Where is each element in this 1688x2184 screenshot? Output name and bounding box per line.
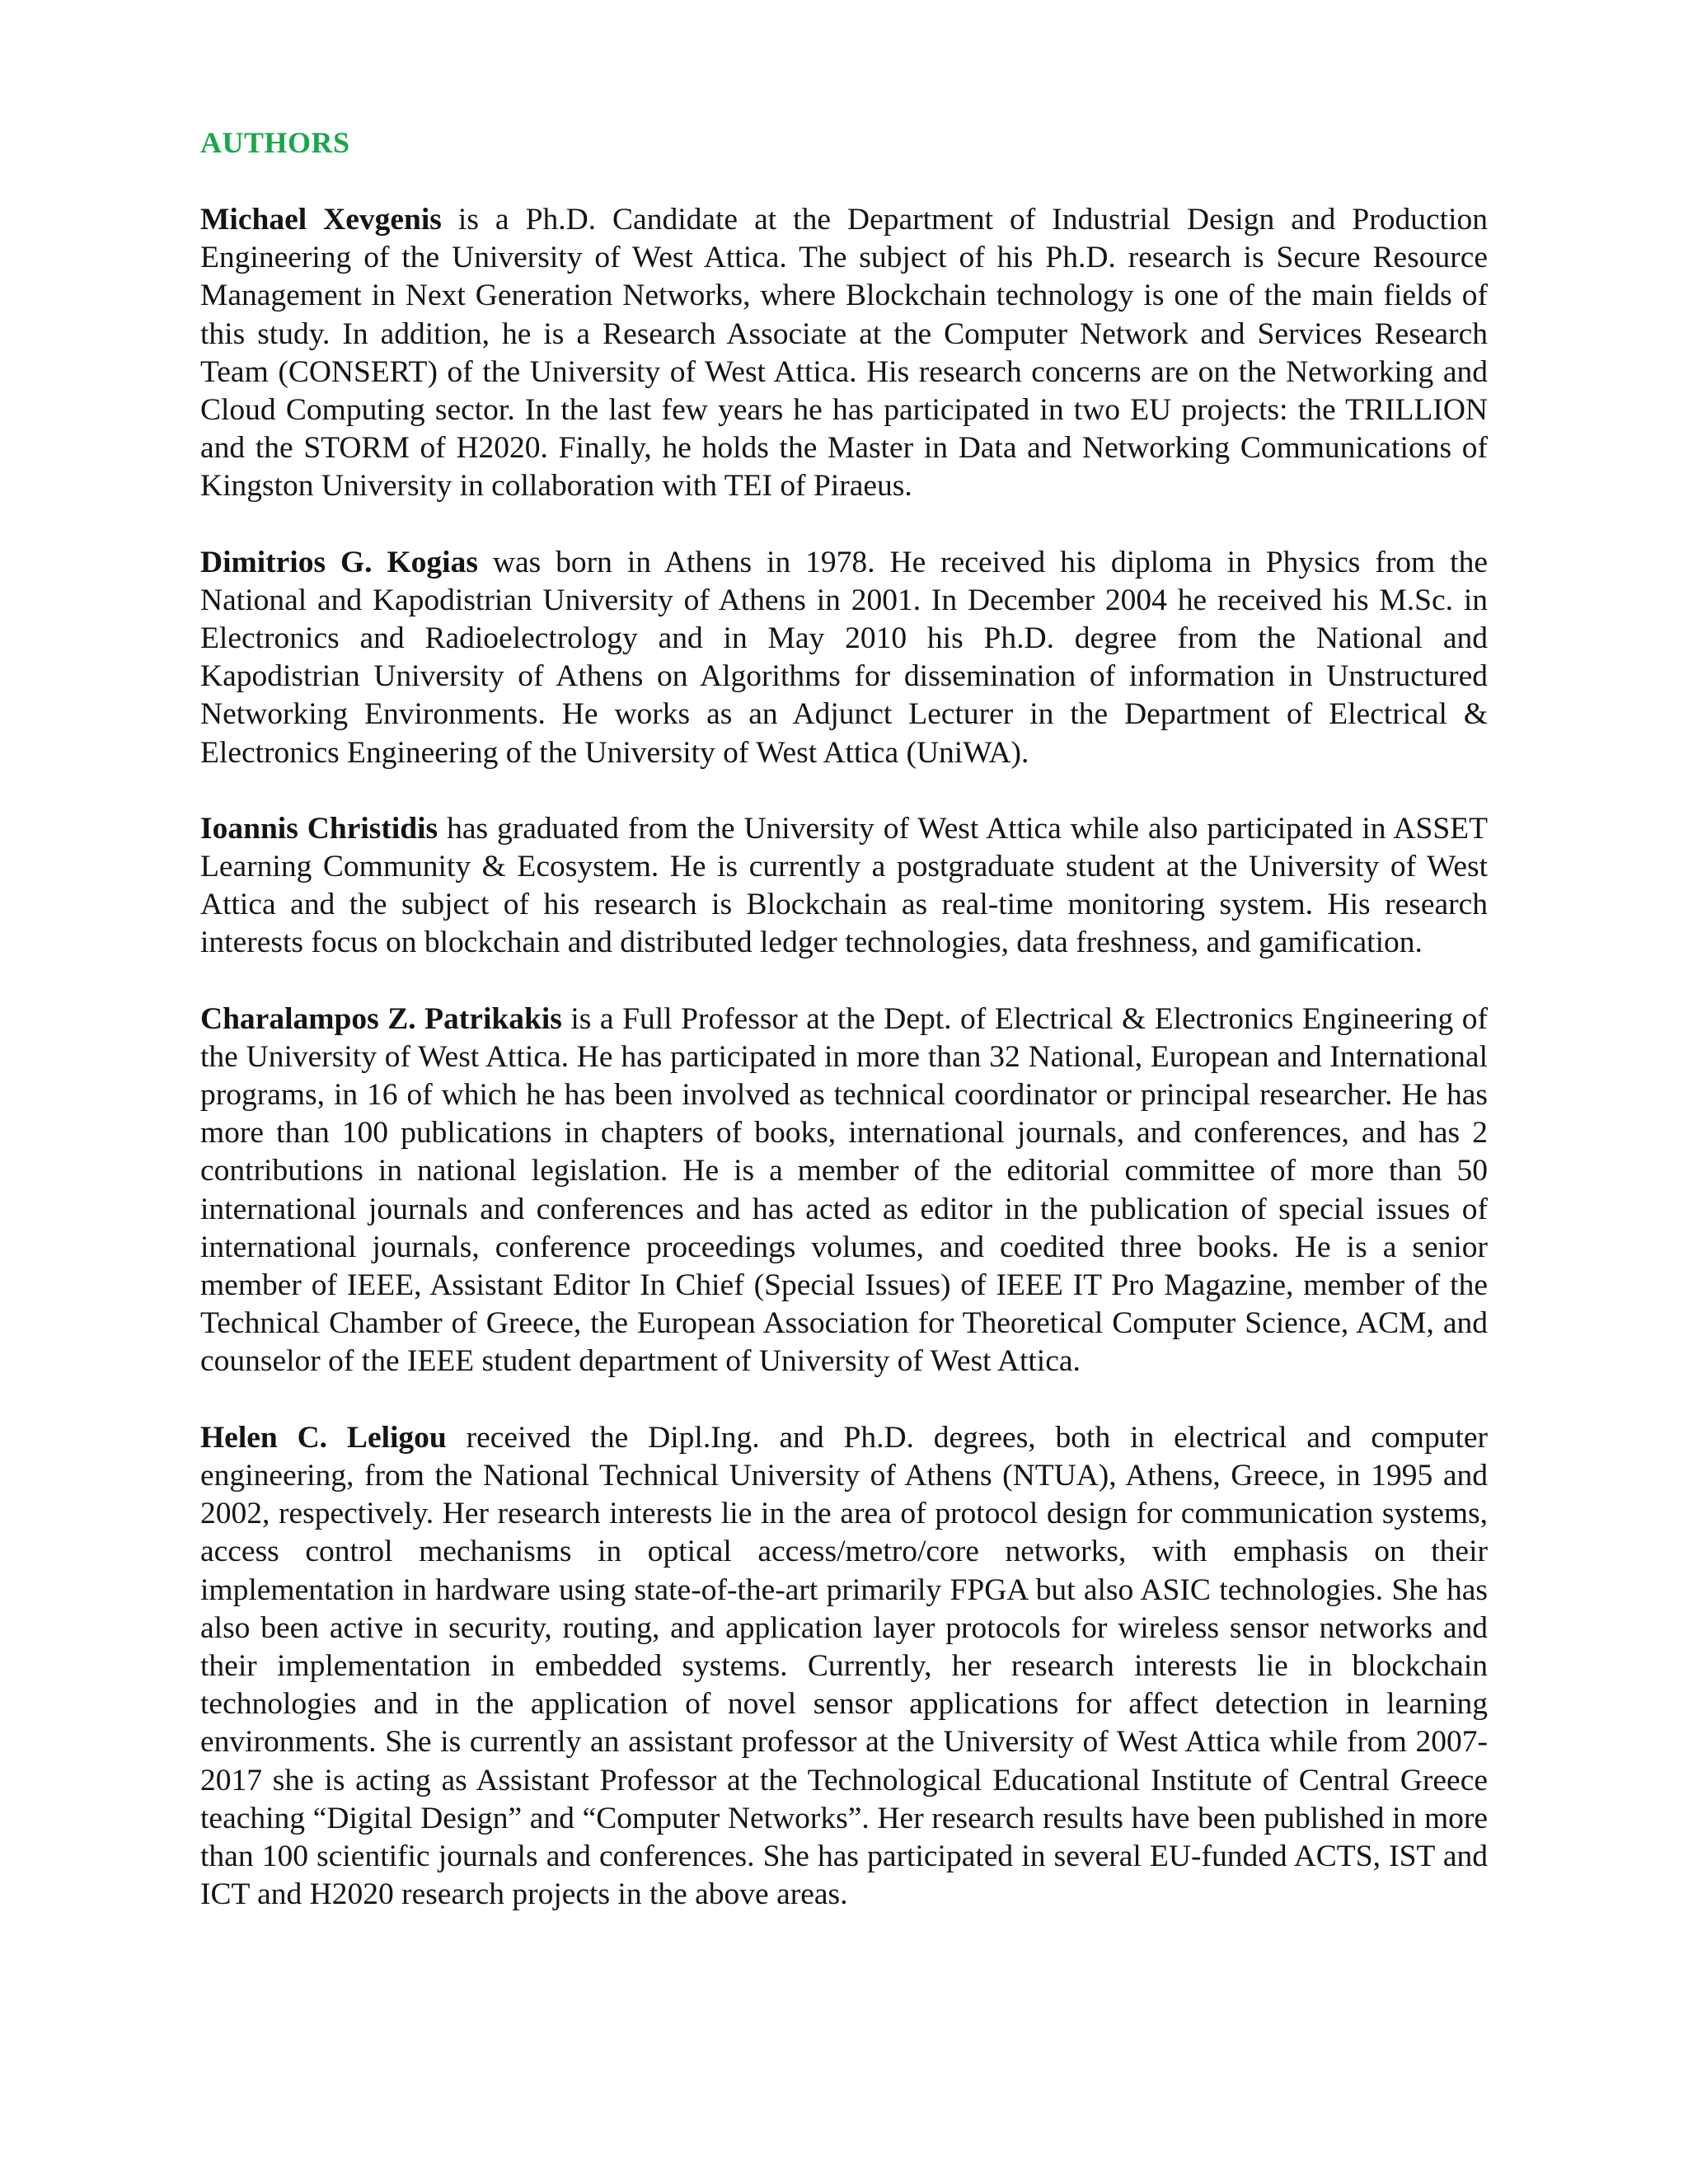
author-name: Ioannis Christidis — [200, 811, 438, 846]
author-bio-text: was born in Athens in 1978. He received his diploma in Physics from the National and Kapodistrian University of Athens in 2001. In December 2004 he received his M.Sc. in Electronics and Radioelectrology and in May 2010 his Ph.D. degree from the National and Kapodistrian University of Athens on Algorithms for dissemination of information in Unstructured Networking Environments. He works as an Adjunct Lecturer in the Department of Electrical & Electronics Engineering of the University of West Attica (UniWA). — [200, 545, 1488, 770]
author-bio-leligou — [200, 1419, 1488, 1915]
author-name: Michael Xevgenis — [200, 203, 442, 237]
author-name: Helen C. Leligou — [200, 1420, 447, 1455]
author-bio-xevgenis — [200, 201, 1488, 506]
author-bio-text: received the Dipl.Ing. and Ph.D. degrees, both in electrical and computer engineering, from the National Technical University of Athens (NTUA), Athens, Greece, in 1995 and 2002, respectively. Her research interests lie in the area of protocol design for communication systems, access control mechanisms in optical access/metro/core networks, with emphasis on their implementation in hardware using state-of-the-art primarily FPGA but also ASIC technologies. She has also been active in security, routing, and application layer protocols for wireless sensor networks and their implementation in embedded systems. Currently, her research interests lie in blockchain technologies and in the application of novel sensor applications for affect detection in learning environments. She is currently an assistant professor at the University of West Attica while from 2007-2017 she is acting as Assistant Professor at the Technological Educational Institute of Central Greece teaching “Digital Design” and “Computer Networks”. Her research results have been published in more than 100 scientific journals and conferences. She has participated in several EU-funded ACTS, IST and ICT and H2020 research projects in the above areas. — [200, 1420, 1488, 1912]
author-bio-patrikakis — [200, 1001, 1488, 1381]
author-bio-christidis — [200, 810, 1488, 963]
authors-page — [200, 124, 1488, 1952]
author-name: Dimitrios G. Kogias — [200, 545, 478, 579]
section-title: AUTHORS — [200, 126, 350, 159]
author-name: Charalampos Z. Patrikakis — [200, 1001, 562, 1036]
author-bio-text: is a Full Professor at the Dept. of Electrical & Electronics Engineering of the University of West Attica. He has participated in more than 32 National, European and International programs, in 16 of which he has been involved as technical coordinator or principal researcher. He has more than 100 publications in chapters of books, international journals, and conferences, and has 2 contributions in national legislation. He is a member of the editorial committee of more than 50 international journals and conferences and has acted as editor in the publication of special issues of international journals, conference proceedings volumes, and coedited three books. He is a senior member of IEEE, Assistant Editor In Chief (Special Issues) of IEEE IT Pro Magazine, member of the Technical Chamber of Greece, the European Association for Theoretical Computer Science, ACM, and counselor of the IEEE student department of University of West Attica. — [200, 1001, 1488, 1379]
author-bio-text: has graduated from the University of West Attica while also participated in ASSET Learning Community & Ecosystem. He is currently a postgraduate student at the University of West Attica and the subject of his research is Blockchain as real-time monitoring system. His research interests focus on blockchain and distributed ledger technologies, data freshness, and gamification. — [200, 811, 1488, 960]
author-bio-text: is a Ph.D. Candidate at the Department of Industrial Design and Production Engineering of the University of West Attica. The subject of his Ph.D. research is Secure Resource Management in Next Generation Networks, where Blockchain technology is one of the main fields of this study. In addition, he is a Research Associate at the Computer Network and Services Research Team (CONSERT) of the University of West Attica. His research concerns are on the Networking and Cloud Computing sector. In the last few years he has participated in two EU projects: the TRILLION and the STORM of H2020. Finally, he holds the Master in Data and Networking Communications of Kingston University in collaboration with TEI of Piraeus. — [200, 203, 1488, 504]
author-bio-kogias — [200, 544, 1488, 772]
